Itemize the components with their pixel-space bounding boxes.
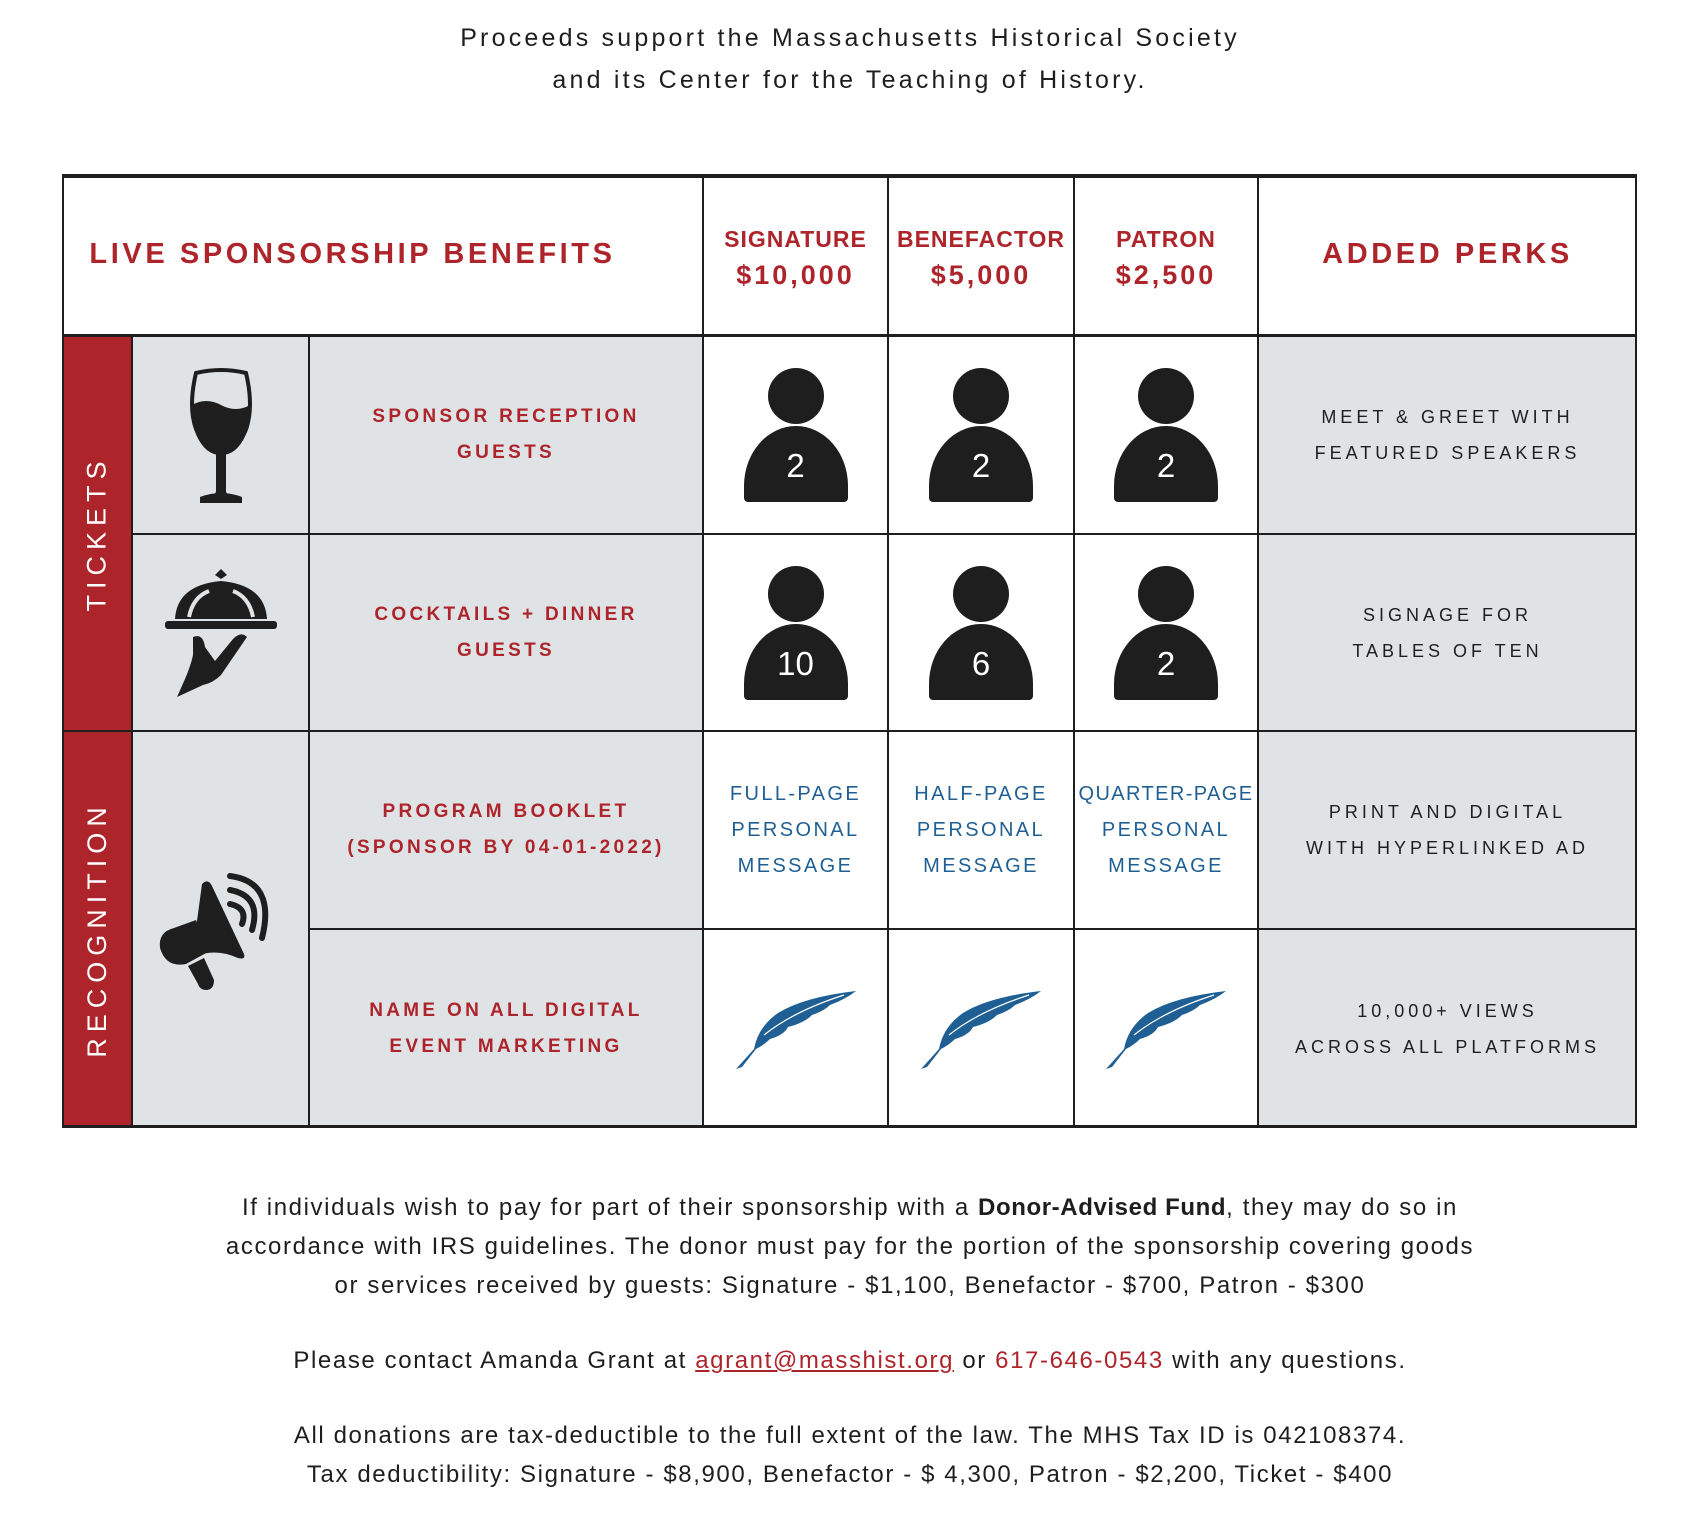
tax-line-2: Tax deductibility: Signature - $8,900, Benefactor - $ 4,300, Patron - $2,200, Ticket - $400	[306, 1461, 1394, 1488]
perk-cell	[1258, 731, 1637, 929]
person-icon	[929, 566, 1033, 700]
person-icon	[1114, 368, 1218, 502]
benefit-label: GUESTS	[457, 639, 555, 661]
guest-count: 6	[929, 624, 1033, 700]
tier-price: $2,500	[1115, 260, 1217, 290]
person-icon	[1114, 566, 1218, 700]
contact-line	[0, 1347, 1700, 1375]
divider	[309, 928, 1637, 930]
value-cell	[703, 335, 888, 534]
person-icon	[744, 368, 848, 502]
daf-line-1	[0, 1194, 1700, 1222]
benefit-program-booklet	[309, 731, 703, 929]
perk-cell	[1258, 335, 1637, 534]
message-label: MESSAGE	[923, 855, 1039, 877]
wine-glass-icon	[186, 367, 256, 503]
megaphone-icon	[156, 868, 286, 992]
tier-header-benefactor	[888, 174, 1074, 335]
contact-text: Please contact Amanda Grant at	[293, 1347, 696, 1374]
tier-name: SIGNATURE	[724, 226, 867, 252]
benefit-label: EVENT MARKETING	[389, 1035, 623, 1057]
perks-header: ADDED PERKS	[1322, 238, 1573, 270]
tier-name: PATRON	[1116, 226, 1216, 252]
benefit-sponsor-reception	[309, 335, 703, 534]
value-cell	[888, 731, 1074, 929]
benefit-label: (SPONSOR BY 04-01-2022)	[347, 837, 665, 858]
icon-cell-dinner	[132, 534, 309, 731]
perk-cell	[1258, 534, 1637, 731]
guest-count: 10	[744, 624, 848, 700]
message-label: PERSONAL	[1101, 819, 1231, 841]
benefit-label: GUESTS	[457, 441, 555, 463]
table-border-left	[62, 174, 64, 1128]
serving-cloche-icon	[163, 567, 279, 699]
person-icon	[744, 566, 848, 700]
section-label-tickets: TICKETS	[81, 454, 112, 612]
tax-line-1: All donations are tax-deductible to the full extent of the law. The MHS Tax ID is 042108374.	[293, 1422, 1407, 1449]
value-cell	[703, 534, 888, 731]
section-band-tickets	[62, 335, 132, 731]
table-title-cell	[62, 174, 703, 335]
intro-line-2: and its Center for the Teaching of History.	[552, 66, 1148, 94]
contact-text: with any questions.	[1163, 1347, 1407, 1374]
divider	[1257, 174, 1259, 1128]
message-label: PERSONAL	[731, 819, 860, 841]
sponsorship-benefits-table	[62, 174, 1637, 1128]
perk-text: PRINT AND DIGITAL	[1328, 802, 1567, 822]
message-size: QUARTER-PAGE	[1078, 783, 1254, 805]
perk-text: MEET & GREET WITH	[1321, 406, 1574, 427]
guest-count: 2	[744, 426, 848, 502]
tier-price: $10,000	[736, 260, 855, 290]
daf-line-2: accordance with IRS guidelines. The donor must pay for the portion of the sponsorship covering goods	[225, 1233, 1475, 1260]
benefit-label: COCKTAILS + DINNER	[374, 603, 638, 625]
tier-header-patron	[1074, 174, 1258, 335]
message-size: FULL-PAGE	[729, 783, 862, 805]
icon-cell-recognition	[132, 731, 309, 1128]
value-cell	[888, 929, 1074, 1128]
message-size: HALF-PAGE	[914, 783, 1048, 805]
email-link[interactable]: agrant@masshist.org	[695, 1347, 955, 1374]
value-cell	[1074, 335, 1258, 534]
divider	[702, 174, 704, 1128]
divider	[62, 730, 1637, 732]
daf-line-3: or services received by guests: Signature - $1,100, Benefactor - $700, Patron - $300	[334, 1272, 1366, 1299]
table-border-top	[62, 174, 1637, 178]
value-cell	[1074, 929, 1258, 1128]
guest-count: 2	[929, 426, 1033, 502]
message-label: MESSAGE	[1108, 855, 1224, 877]
benefit-label: PROGRAM BOOKLET	[382, 801, 630, 822]
daf-text: If individuals wish to pay for part of their sponsorship with a	[241, 1194, 979, 1221]
intro-line-1: Proceeds support the Massachusetts Historical Society	[460, 24, 1240, 52]
divider	[131, 335, 133, 1128]
benefit-cocktails-dinner	[309, 534, 703, 731]
perks-header-cell	[1258, 174, 1637, 335]
guest-count: 2	[1114, 624, 1218, 700]
message-label: MESSAGE	[737, 855, 854, 877]
perk-text: 10,000+ VIEWS	[1357, 1000, 1538, 1021]
benefit-digital-marketing	[309, 929, 703, 1128]
value-cell	[888, 534, 1074, 731]
guest-count: 2	[1114, 426, 1218, 502]
icon-cell-reception	[132, 335, 309, 534]
divider	[62, 334, 1637, 337]
divider	[308, 335, 310, 1128]
quill-icon	[919, 987, 1043, 1071]
person-icon	[929, 368, 1033, 502]
perk-text: SIGNAGE FOR	[1362, 604, 1532, 625]
perk-text: WITH HYPERLINKED AD	[1305, 838, 1590, 858]
table-border-bottom	[62, 1125, 1637, 1128]
phone-number[interactable]: 617-646-0543	[995, 1347, 1164, 1374]
section-band-recognition	[62, 731, 132, 1128]
donor-advised-fund: Donor-Advised Fund	[978, 1194, 1227, 1221]
perk-text: FEATURED SPEAKERS	[1314, 442, 1581, 463]
contact-text: or	[954, 1347, 996, 1374]
table-title: LIVE SPONSORSHIP BENEFITS	[89, 238, 616, 270]
tier-header-signature	[703, 174, 888, 335]
quill-icon	[734, 987, 858, 1071]
value-cell	[888, 335, 1074, 534]
benefit-label: NAME ON ALL DIGITAL	[369, 999, 643, 1021]
section-label-recognition: RECOGNITION	[81, 801, 112, 1058]
table-border-right	[1635, 174, 1637, 1128]
daf-text: , they may do so in	[1226, 1194, 1458, 1221]
message-label: PERSONAL	[916, 819, 1046, 841]
benefit-label: SPONSOR RECEPTION	[372, 405, 640, 427]
tier-price: $5,000	[930, 260, 1032, 290]
tier-name: BENEFACTOR	[896, 226, 1066, 252]
value-cell	[703, 731, 888, 929]
quill-icon	[1104, 987, 1228, 1071]
value-cell	[1074, 534, 1258, 731]
perk-cell	[1258, 929, 1637, 1128]
perk-text: ACROSS ALL PLATFORMS	[1294, 1036, 1601, 1057]
divider	[132, 533, 1637, 535]
perk-text: TABLES OF TEN	[1352, 640, 1543, 661]
value-cell	[1074, 731, 1258, 929]
divider	[1073, 174, 1075, 1128]
divider	[887, 174, 889, 1128]
value-cell	[703, 929, 888, 1128]
